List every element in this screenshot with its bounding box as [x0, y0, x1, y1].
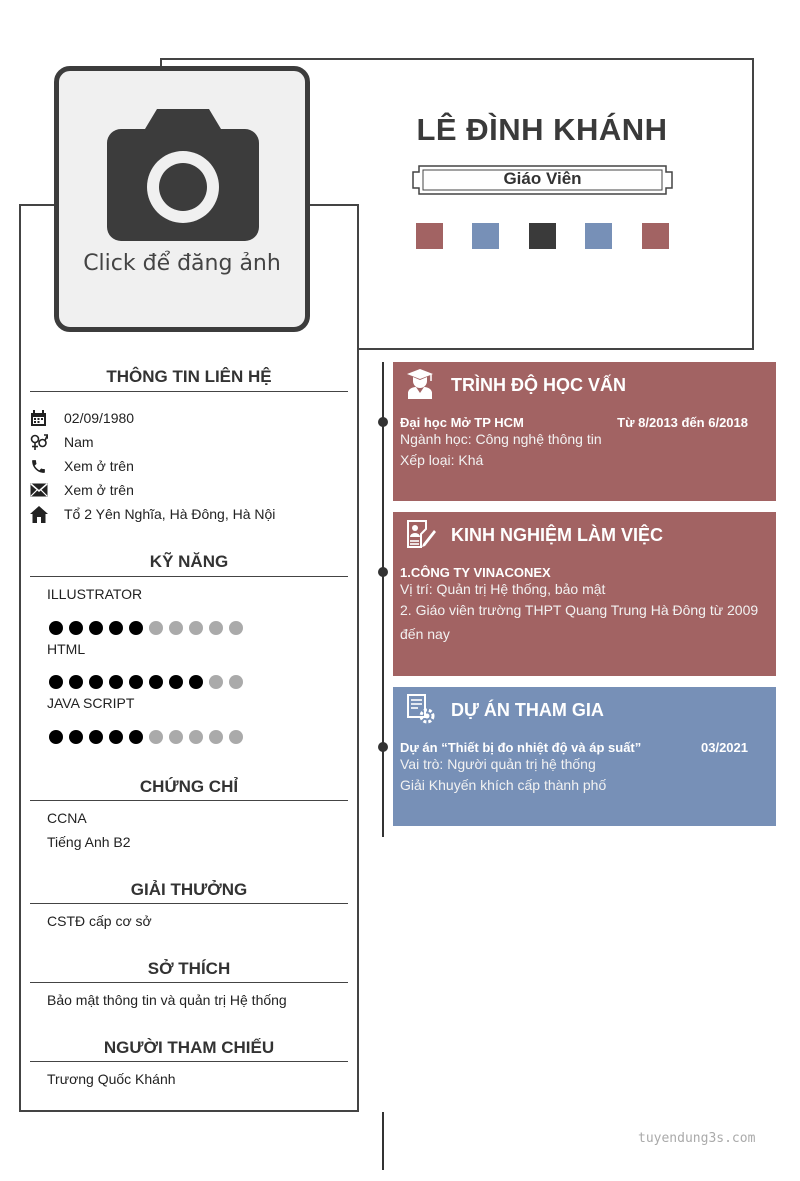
rating-dot-filled	[49, 621, 63, 635]
contact-birthday: 02/09/1980	[30, 407, 134, 429]
candidate-name: LÊ ĐÌNH KHÁNH	[416, 112, 668, 147]
rating-dot-filled	[149, 675, 163, 689]
experience-position: Vị trí: Quản trị Hệ thống, bảo mật	[400, 581, 606, 597]
calendar-icon	[30, 410, 47, 427]
experience-card	[393, 512, 776, 676]
rating-dot-empty	[209, 675, 223, 689]
color-swatch[interactable]	[416, 223, 443, 249]
timeline-dot	[378, 417, 388, 427]
color-swatch[interactable]	[585, 223, 612, 249]
education-period: Từ 8/2013 đến 6/2018	[617, 415, 748, 430]
contact-section-title: THÔNG TIN LIÊN HỆ	[106, 367, 272, 386]
certificates-section-title: CHỨNG CHỈ	[139, 777, 239, 796]
resume-icon	[405, 518, 437, 550]
color-swatch[interactable]	[472, 223, 499, 249]
rating-dot-empty	[229, 675, 243, 689]
rating-dot-filled	[49, 675, 63, 689]
contact-gender: Nam	[30, 431, 94, 453]
reference-item: Trương Quốc Khánh	[47, 1071, 176, 1087]
photo-upload-label: Click để đăng ảnh	[83, 251, 281, 276]
rating-dot-filled	[169, 675, 183, 689]
rating-dot-filled	[129, 675, 143, 689]
divider	[30, 391, 348, 392]
rating-dot-filled	[109, 730, 123, 744]
skill-name: HTML	[47, 641, 86, 657]
project-role: Vai trò: Người quản trị hệ thống	[400, 756, 596, 772]
project-date: 03/2021	[701, 740, 748, 755]
rating-dot-filled	[89, 621, 103, 635]
rating-dot-filled	[89, 675, 103, 689]
watermark: tuyendung3s.com	[638, 1131, 756, 1146]
rating-dot-empty	[209, 621, 223, 635]
experience-company: 1.CÔNG TY VINACONEX	[400, 565, 551, 580]
timeline-line	[382, 362, 384, 837]
color-swatch[interactable]	[529, 223, 556, 249]
education-grade: Xếp loại: Khá	[400, 452, 484, 468]
certificate-item: CCNA	[47, 810, 87, 826]
skills-section-title: KỸ NĂNG	[149, 552, 229, 571]
projects-card	[393, 687, 776, 826]
skill-rating	[49, 621, 243, 635]
award-item: CSTĐ cấp cơ sở	[47, 913, 152, 929]
timeline-line	[382, 1112, 384, 1170]
contact-email: Xem ở trên	[30, 479, 134, 501]
contact-phone: Xem ở trên	[30, 455, 134, 477]
rating-dot-empty	[209, 730, 223, 744]
camera-icon	[107, 109, 259, 241]
project-award: Giải Khuyến khích cấp thành phố	[400, 777, 607, 793]
rating-dot-empty	[189, 621, 203, 635]
rating-dot-filled	[129, 730, 143, 744]
divider	[30, 1061, 348, 1062]
certificate-item: Tiếng Anh B2	[47, 834, 131, 850]
rating-dot-filled	[69, 730, 83, 744]
hobbies-section-title: SỞ THÍCH	[147, 959, 231, 978]
rating-dot-filled	[129, 621, 143, 635]
rating-dot-empty	[169, 730, 183, 744]
timeline-dot	[378, 567, 388, 577]
timeline-dot	[378, 742, 388, 752]
projects-title: DỰ ÁN THAM GIA	[451, 700, 604, 720]
divider	[30, 800, 348, 801]
rating-dot-filled	[69, 621, 83, 635]
rating-dot-filled	[109, 621, 123, 635]
divider	[30, 903, 348, 904]
hobby-item: Bảo mật thông tin và quản trị Hệ thống	[47, 992, 287, 1008]
skill-rating	[49, 675, 243, 689]
divider	[30, 576, 348, 577]
project-settings-icon	[405, 693, 437, 725]
rating-dot-empty	[169, 621, 183, 635]
education-major: Ngành học: Công nghệ thông tin	[400, 431, 602, 447]
rating-dot-filled	[89, 730, 103, 744]
rating-dot-empty	[149, 621, 163, 635]
gender-icon	[30, 434, 48, 451]
experience-detail: 2. Giáo viên trường THPT Quang Trung Hà Đông từ 2009	[400, 602, 759, 618]
contact-address: Tổ 2 Yên Nghĩa, Hà Đông, Hà Nội	[30, 503, 275, 525]
project-name: Dự án “Thiết bị đo nhiệt độ và áp suất”	[400, 740, 642, 755]
rating-dot-empty	[189, 730, 203, 744]
skill-name: ILLUSTRATOR	[47, 586, 143, 602]
job-title: Giáo Viên	[503, 169, 582, 188]
rating-dot-filled	[189, 675, 203, 689]
awards-section-title: GIẢI THƯỞNG	[130, 880, 248, 899]
rating-dot-empty	[229, 730, 243, 744]
mail-icon	[30, 483, 48, 497]
skill-name: JAVA SCRIPT	[47, 695, 135, 711]
rating-dot-filled	[49, 730, 63, 744]
rating-dot-empty	[149, 730, 163, 744]
experience-title: KINH NGHIỆM LÀM VIỆC	[451, 525, 664, 545]
education-school: Đại học Mở TP HCM	[400, 415, 524, 430]
photo-upload[interactable]	[54, 66, 310, 332]
phone-icon	[30, 458, 47, 475]
divider	[30, 982, 348, 983]
color-swatch[interactable]	[642, 223, 669, 249]
skill-rating	[49, 730, 243, 744]
graduate-icon	[405, 368, 435, 400]
experience-detail: đến nay	[400, 626, 450, 642]
rating-dot-filled	[109, 675, 123, 689]
rating-dot-filled	[69, 675, 83, 689]
education-card	[393, 362, 776, 501]
references-section-title: NGƯỜI THAM CHIẾU	[103, 1038, 275, 1057]
education-title: TRÌNH ĐỘ HỌC VẤN	[451, 375, 626, 395]
home-icon	[30, 506, 48, 523]
rating-dot-empty	[229, 621, 243, 635]
